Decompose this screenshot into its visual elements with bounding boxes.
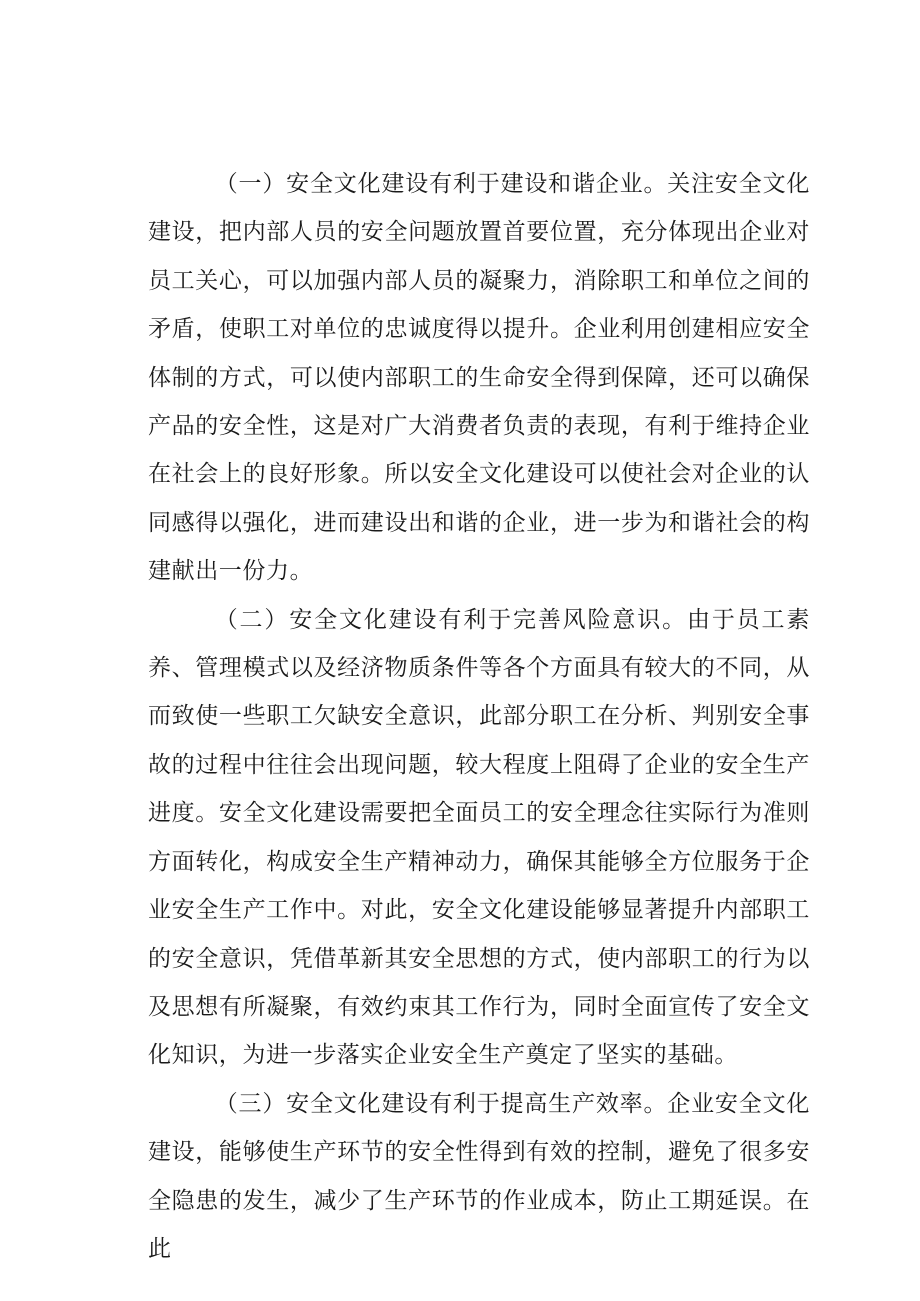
paragraph-1: （一）安全文化建设有利于建设和谐企业。关注安全文化建设，把内部人员的安全问题放置首要位置，充分体现出企业对员工关心，可以加强内部人员的凝聚力，消除职工和单位之间的矛盾，使职工对单位的忠诚度得以提升。企业利用创建相应安全体制的方式，可以使内部职工的生命安全得到保障，还可以确保产品的安全性，这是对广大消费者负责的表现，有利于维持企业在社会上的良好形象。所以安全文化建设可以使社会对企业的认同感得以强化，进而建设出和谐的企业，进一步为和谐社会的构建献出一份力。 [148, 171, 810, 585]
paragraph-2: （二）安全文化建设有利于完善风险意识。由于员工素养、管理模式以及经济物质条件等各个方面具有较大的不同，从而致使一些职工欠缺安全意识，此部分职工在分析、判别安全事故的过程中往往会出现问题，较大程度上阻碍了企业的安全生产进度。安全文化建设需要把全面员工的安全理念往实际行为准则方面转化，构成安全生产精神动力，确保其能够全方位服务于企业安全生产工作中。对此，安全文化建设能够显著提升内部职工的安全意识，凭借革新其安全思想的方式，使内部职工的行为以及思想有所凝聚，有效约束其工作行为，同时全面宣传了安全文化知识，为进一步落实企业安全生产奠定了坚实的基础。 [148, 606, 810, 1069]
document-body [148, 160, 810, 1273]
paragraph-3: （三）安全文化建设有利于提高生产效率。企业安全文化建设，能够使生产环节的安全性得到有效的控制，避免了很多安全隐患的发生，减少了生产环节的作业成本，防止工期延误。在此 [148, 1090, 810, 1262]
